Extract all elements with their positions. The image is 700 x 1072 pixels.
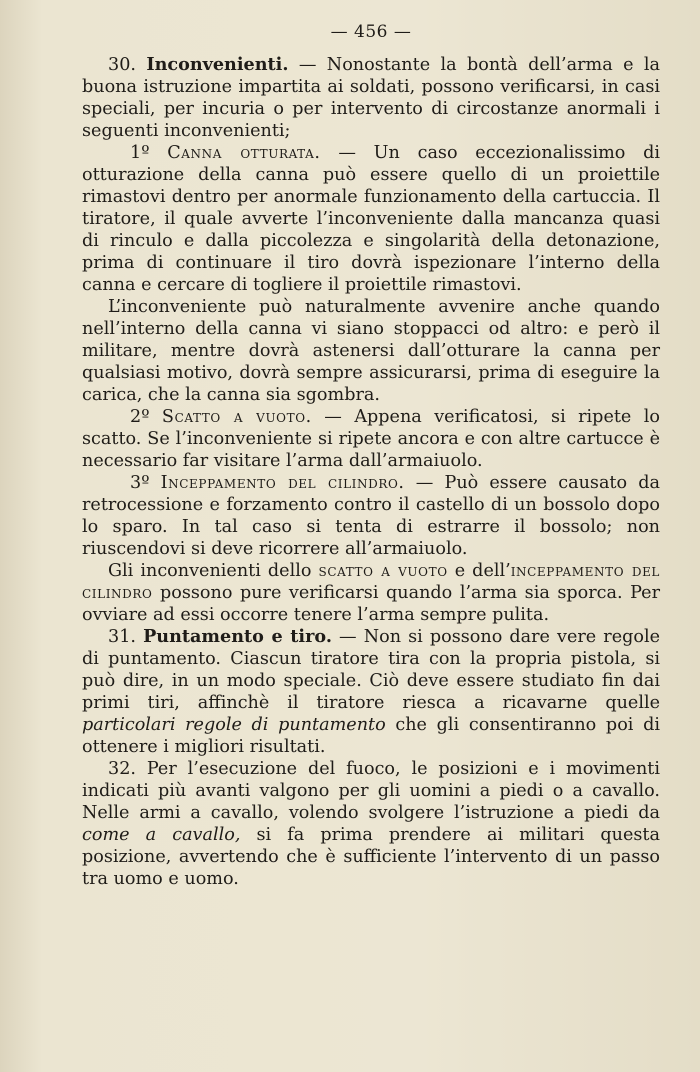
text-run: che gli consentiranno poi di ottenere i migliori risultati. bbox=[82, 715, 660, 757]
paragraph-32 bbox=[82, 758, 660, 890]
page-number: — 456 — bbox=[330, 22, 412, 42]
text-run: possono pure verificarsi quando l’arma sia sporca. Per ovviare ad essi occorre tenere l’arma sempre pulita. bbox=[82, 583, 660, 625]
section-number: 31. bbox=[108, 627, 136, 647]
small-caps-term: scatto a vuoto bbox=[318, 561, 448, 581]
text-run: Per l’esecuzione del fuoco, le posizioni e i movimenti indicati più avanti valgono per gli uomini a piedi o a cavallo. Nelle armi a cavallo, volendo svolgere l’istruzione a piedi da bbox=[82, 759, 660, 823]
item-title: Inceppamento del cilindro. bbox=[160, 473, 405, 493]
section-number: 32. bbox=[108, 759, 136, 779]
item-2-paragraph bbox=[82, 406, 660, 472]
section-number: 30. bbox=[108, 55, 136, 75]
paragraph-text: — Appena verificatosi, si ripete lo scatto. Se l’inconveniente si ripete ancora e con altre cartucce è necessario far visitare l’arma dall’armaiuolo. bbox=[82, 407, 661, 471]
item-title: Scatto a vuoto. bbox=[161, 407, 312, 427]
text-run: — Non si possono dare vere regole di puntamento. Ciascun tiratore tira con la propria pistola, si può dire, in un modo speciale. Ciò deve essere studiato fin dai primi tiri, affinchè il tiratore riesca a ricavarne quelle bbox=[82, 627, 661, 713]
item-number: 2º bbox=[130, 407, 162, 427]
italic-term: particolari regole di puntamento bbox=[82, 715, 386, 735]
item-3-continuation bbox=[82, 560, 660, 626]
text-run: si fa prima prendere ai militari questa posizione, avvertendo che è sufficiente l’intervento di un passo tra uomo e uomo. bbox=[82, 825, 660, 889]
paragraph-30 bbox=[82, 54, 660, 142]
italic-term: come a cavallo, bbox=[82, 825, 241, 845]
item-number: 1º bbox=[130, 143, 168, 163]
text-run: Gli inconvenienti dello bbox=[108, 561, 319, 581]
paragraph-text: — Può essere causato da retrocessione e forzamento contro il castello di un bossolo dopo lo sparo. In tal caso si tenta di estrarre il bossolo; non riuscendovi si deve ricorrere all’armaiuolo. bbox=[82, 473, 660, 559]
section-title: Puntamento e tiro. bbox=[143, 626, 332, 647]
item-1-continuation: L’inconveniente può naturalmente avvenire anche quando nell’interno della canna vi siano stoppacci od altro: e però il militare, mentre dovrà astenersi dall’otturare la canna per qualsiasi motivo, dovrà sempre assicurarsi, prima di eseguire la carica, che la canna sia sgombra. bbox=[82, 297, 660, 405]
item-1-paragraph bbox=[82, 142, 660, 296]
paragraph-text: — Nonostante la bontà dell’arma e la buona istruzione impartita ai soldati, possono verificarsi, in casi speciali, per incuria o per intervento di circostanze anormali i seguenti inconvenienti; bbox=[82, 55, 660, 141]
item-number: 3º bbox=[130, 473, 161, 493]
text-run: e dell’ bbox=[447, 561, 511, 581]
item-title: Canna otturata. bbox=[167, 143, 321, 163]
paragraph-text: — Un caso eccezionalissimo di otturazione della canna può essere quello di un proiettile rimastovi dentro per anormale funzionamento della cartuccia. Il tiratore, il quale avverte l’inconveniente dalla mancanza quasi di rinculo e dalla piccolezza e singolarità della detonazione, prima di continuare il tiro dovrà ispezionare l’interno della canna e cercare di togliere il proiettile rimastovi. bbox=[82, 143, 660, 295]
paragraph-31 bbox=[82, 626, 660, 758]
small-caps-term: inceppamento del cilindro bbox=[82, 561, 660, 603]
item-3-paragraph bbox=[82, 472, 660, 560]
section-title: Inconvenienti. bbox=[146, 54, 289, 75]
